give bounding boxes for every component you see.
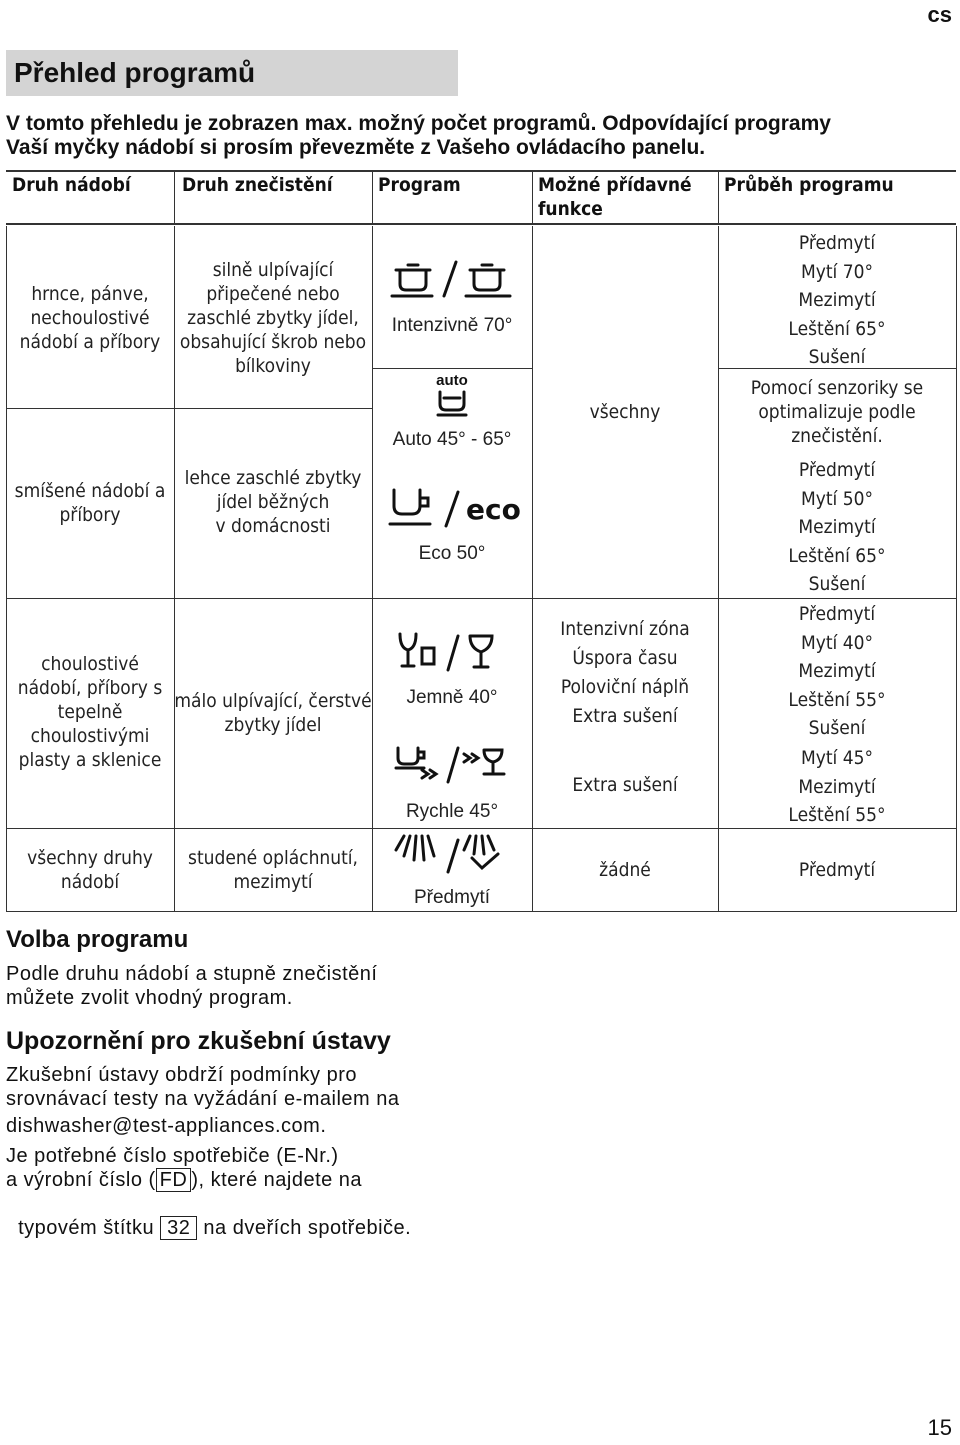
testing-institutes-heading: Upozornění pro zkušební ústavy (6, 1027, 391, 1055)
dish-type-cell: hrnce, pánve, nechoulostivé nádobí a příbory (19, 283, 161, 353)
sequence-cell: Předmytí (798, 859, 876, 881)
dish-type-cell: smíšené nádobí a příbory (14, 480, 166, 526)
testing-text-line: Zkušební ústavy obdrží podmínky pro (6, 1064, 357, 1086)
program-selection-heading: Volba programu (6, 926, 189, 953)
header-divider (718, 170, 719, 224)
text-fragment: a výrobní číslo ( (6, 1169, 156, 1191)
program-name: Předmytí (413, 887, 491, 908)
soiling-cell: lehce zaschlé zbytky jídel běžných v domácnosti (184, 467, 362, 537)
col-header-sequence: Průběh programu (724, 174, 894, 196)
eco-icon (372, 484, 532, 535)
rating-plate-number: 32 (160, 1216, 197, 1240)
row-divider (174, 598, 372, 599)
intro-text: V tomto přehledu je zobrazen max. možný počet programů. Odpovídající programy Vaší myčky nádobí si prosím převezměte z Vašeho ovládacího panelu. (6, 112, 831, 159)
program-name: Eco 50° (418, 543, 486, 564)
language-code: cs (927, 2, 952, 27)
intensive-pot-icon (372, 256, 532, 307)
auto-icon (372, 374, 532, 423)
glass-icon (372, 628, 532, 679)
col-header-soiling: Druh znečistění (182, 174, 333, 196)
row-divider (174, 408, 372, 409)
col-header-extras: Možné přídavné funkce (538, 174, 692, 220)
row-divider (532, 828, 718, 829)
dish-type-cell: všechny druhy nádobí (27, 847, 153, 893)
rinse-icon (372, 832, 532, 881)
row-divider (372, 598, 532, 599)
table-top-border (6, 170, 956, 172)
program-name: Rychle 45° (405, 801, 499, 822)
row-divider (6, 408, 174, 409)
row-divider (532, 598, 718, 599)
sequence-cell: Předmytí Mytí 70° Mezimytí Leštění 65° Sušení (788, 232, 886, 368)
header-divider (532, 170, 533, 224)
table-header-border (6, 223, 956, 225)
eco-icon-label: eco (466, 493, 521, 526)
testing-text-line: Je potřebné číslo spotřebiče (E-Nr.) (6, 1145, 339, 1167)
page-number: 15 (927, 1415, 952, 1440)
sequence-cell: Předmytí Mytí 40° Mezimytí Leštění 55° Sušení (788, 603, 886, 739)
title-bar (6, 50, 458, 96)
sequence-cell: Pomocí senzoriky se optimalizuje podle znečistění. (750, 377, 924, 447)
testing-text-line (6, 1168, 362, 1192)
table-right-border (956, 226, 957, 912)
testing-text-line (6, 1192, 411, 1240)
testing-text-line: srovnávací testy na vyžádání e-mailem na (6, 1088, 400, 1110)
row-divider (6, 828, 174, 829)
col-header-program: Program (378, 174, 461, 196)
page-title: Přehled programů (14, 57, 256, 88)
soiling-cell: silně ulpívající připečené nebo zaschlé zbytky jídel, obsahující škrob nebo bílkoviny (179, 259, 367, 377)
header-divider (372, 170, 373, 224)
program-name: Intenzivně 70° (391, 315, 513, 336)
extras-cell: žádné (599, 859, 651, 881)
sequence-cell: Předmytí Mytí 50° Mezimytí Leštění 65° Sušení (788, 459, 886, 595)
row-divider (174, 828, 372, 829)
dish-type-cell: choulostivé nádobí, příbory s tepelně choulostivými plasty a sklenice (17, 653, 163, 771)
extras-cell: Extra sušení (572, 774, 678, 796)
column-divider (532, 226, 533, 912)
header-divider (174, 170, 175, 224)
table-bottom-border (6, 911, 956, 912)
extras-cell: Intenzivní zóna Úspora času Poloviční náplň Extra sušení (560, 618, 690, 727)
text-fragment: na dveřích spotřebiče. (197, 1217, 412, 1239)
text-fragment: typovém štítku (18, 1217, 161, 1239)
program-name: Auto 45° - 65° (392, 429, 512, 450)
sequence-cell: Mytí 45° Mezimytí Leštění 55° (788, 747, 886, 826)
soiling-cell: studené opláchnutí, mezimytí (188, 847, 358, 893)
program-selection-text: Podle druhu nádobí a stupně znečistění můžete zvolit vhodný program. (6, 963, 378, 1009)
text-fragment: ), které najdete na (191, 1169, 363, 1191)
row-divider (372, 368, 532, 369)
soiling-cell: málo ulpívající, čerstvé zbytky jídel (174, 690, 372, 736)
row-divider (6, 598, 174, 599)
program-name: Jemně 40° (406, 687, 498, 708)
col-header-dishes: Druh nádobí (12, 174, 131, 196)
auto-icon-label: auto (436, 372, 468, 389)
row-divider (372, 828, 532, 829)
testing-email[interactable]: dishwasher@test-appliances.com. (6, 1115, 327, 1137)
quick-icon (372, 744, 532, 789)
fd-code: FD (156, 1168, 192, 1192)
extras-cell: všechny (589, 401, 661, 423)
